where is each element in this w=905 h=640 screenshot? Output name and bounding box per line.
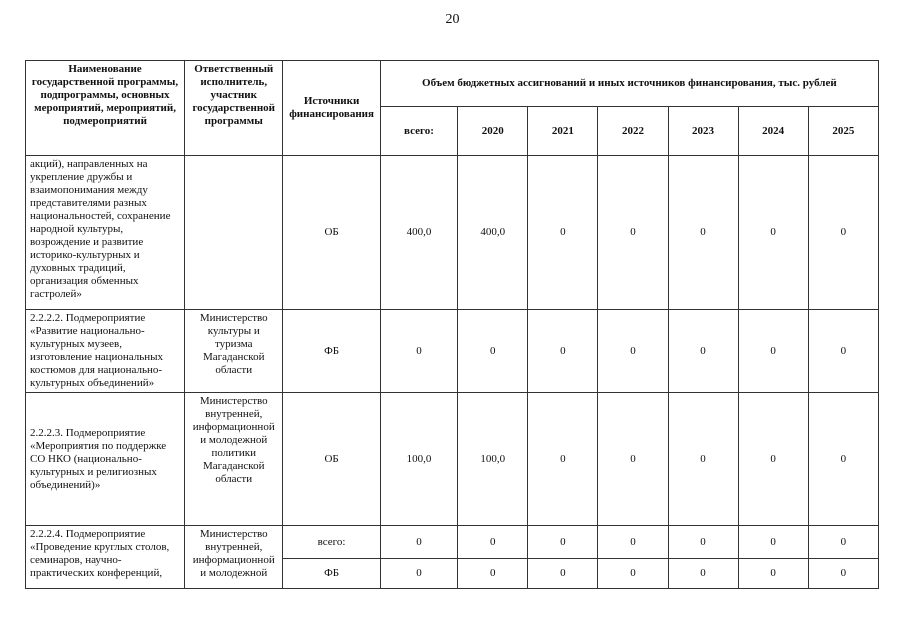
row-value: 0: [528, 310, 598, 393]
row-value: 0: [598, 156, 668, 310]
row-source: ОБ: [283, 393, 380, 526]
row-name: акций), направленных на укрепление дружбы и взаимопонимания между представителями разных национальностей, сохранение народной культуры, возрождение и развитие историко-культурных и духовных традиций, организация обменных гастролей»: [26, 156, 185, 310]
row-value: 0: [668, 559, 738, 589]
row-value: 0: [528, 156, 598, 310]
row-value: 0: [738, 310, 808, 393]
row-value: 0: [738, 156, 808, 310]
row-name: 2.2.2.4. Подмероприятие «Проведение круглых столов, семинаров, научно-практических конференций,: [26, 526, 185, 589]
row-value: 400,0: [458, 156, 528, 310]
row-value: 0: [808, 310, 878, 393]
row-value: 0: [668, 310, 738, 393]
row-value: 0: [808, 526, 878, 559]
row-value: 0: [668, 393, 738, 526]
header-year: 2020: [458, 107, 528, 156]
header-volume: Объем бюджетных ассигнований и иных источников финансирования, тыс. рублей: [380, 61, 878, 107]
row-responsible: Министерство внутренней, информационной и молодежной политики Магаданской области: [185, 393, 283, 526]
table-row: [26, 310, 879, 393]
row-total: 0: [380, 526, 457, 559]
row-value: 0: [458, 310, 528, 393]
row-total: 100,0: [380, 393, 457, 526]
header-year: 2024: [738, 107, 808, 156]
header-year: 2021: [528, 107, 598, 156]
header-total: всего:: [380, 107, 457, 156]
row-value: 0: [598, 310, 668, 393]
row-source: всего:: [283, 526, 380, 559]
row-value: 0: [738, 526, 808, 559]
row-value: 0: [458, 559, 528, 589]
row-value: 100,0: [458, 393, 528, 526]
row-value: 0: [738, 393, 808, 526]
row-value: 0: [668, 156, 738, 310]
header-year: 2025: [808, 107, 878, 156]
row-value: 0: [598, 559, 668, 589]
row-total: 0: [380, 559, 457, 589]
header-year: 2022: [598, 107, 668, 156]
row-value: 0: [808, 393, 878, 526]
row-responsible: Министерство внутренней, информационной и молодежной: [185, 526, 283, 589]
page-number: 20: [445, 12, 460, 27]
row-value: 0: [528, 526, 598, 559]
row-value: 0: [528, 393, 598, 526]
header-responsible: Ответственный исполнитель, участник государственной программы: [185, 61, 283, 156]
budget-table: [25, 60, 879, 589]
row-name: 2.2.2.2. Подмероприятие «Развитие национально-культурных музеев, изготовление национальных костюмов для национально-культурных объединений»: [26, 310, 185, 393]
row-responsible: Министерство культуры и туризма Магаданской области: [185, 310, 283, 393]
row-source: ОБ: [283, 156, 380, 310]
row-value: 0: [808, 559, 878, 589]
table-row: [26, 156, 879, 310]
row-value: 0: [668, 526, 738, 559]
row-value: 0: [738, 559, 808, 589]
row-source: ФБ: [283, 310, 380, 393]
row-value: 0: [598, 393, 668, 526]
row-name: 2.2.2.3. Подмероприятие «Мероприятия по поддержке СО НКО (национально-культурных и религиозных объединений)»: [26, 393, 185, 526]
table-row: [26, 526, 879, 559]
header-sources: Источники финансирования: [283, 61, 380, 156]
row-value: 0: [458, 526, 528, 559]
row-value: 0: [808, 156, 878, 310]
header-year: 2023: [668, 107, 738, 156]
table-row: [26, 393, 879, 526]
row-value: 0: [598, 526, 668, 559]
row-responsible: [185, 156, 283, 310]
header-name: Наименование государственной программы, подпрограммы, основных мероприятий, мероприятий, подмероприятий: [26, 61, 185, 156]
row-total: 400,0: [380, 156, 457, 310]
row-total: 0: [380, 310, 457, 393]
row-source: ФБ: [283, 559, 380, 589]
row-value: 0: [528, 559, 598, 589]
